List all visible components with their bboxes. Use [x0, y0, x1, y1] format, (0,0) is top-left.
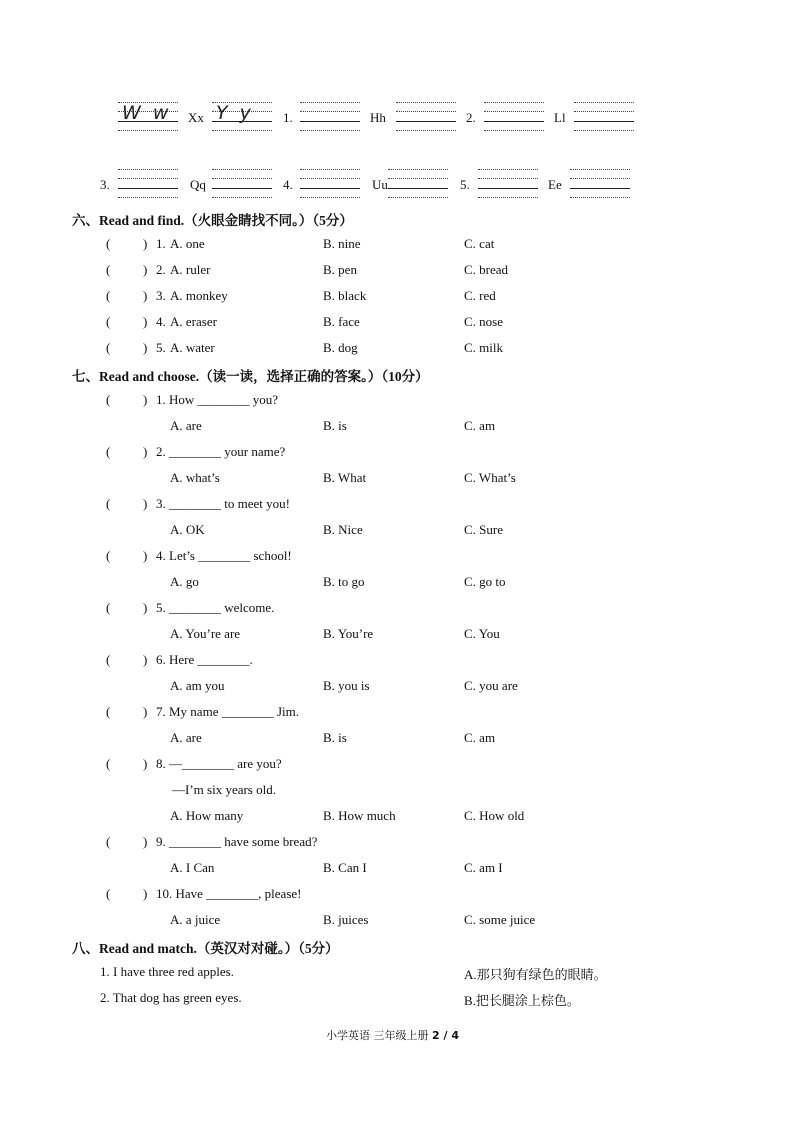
- question-number: 2.: [156, 262, 166, 277]
- question-number: 5.: [156, 340, 166, 355]
- item-number: 4.: [283, 177, 293, 192]
- match-left-item: 2. That dog has green eyes.: [100, 990, 242, 1005]
- grid-line: [478, 169, 538, 170]
- answer-paren-right[interactable]: ): [143, 236, 148, 251]
- answer-paren-left[interactable]: (: [106, 600, 111, 615]
- question-reply: —I’m six years old.: [172, 782, 276, 797]
- question-text: 10. Have ________, please!: [156, 886, 302, 901]
- match-right-item: A.那只狗有绿色的眼睛。: [464, 967, 607, 982]
- option-a: A. ruler: [170, 262, 211, 277]
- grid-line: [300, 169, 360, 170]
- grid-line: [484, 130, 544, 131]
- answer-paren-left[interactable]: (: [106, 444, 111, 459]
- answer-paren-left[interactable]: (: [106, 548, 111, 563]
- letter-label: Uu: [372, 177, 388, 192]
- answer-paren-right[interactable]: ): [143, 340, 148, 355]
- grid-line: [570, 169, 630, 170]
- writing-grid[interactable]: [212, 102, 272, 132]
- grid-line: [118, 178, 178, 179]
- answer-paren-right[interactable]: ): [143, 548, 148, 563]
- grid-line: [484, 121, 544, 122]
- option-c: C. cat: [464, 236, 495, 251]
- option-c: C. am: [464, 730, 496, 745]
- grid-line: [478, 178, 538, 179]
- option-c: C. bread: [464, 262, 509, 277]
- grid-line: [212, 130, 272, 131]
- option-a: A. OK: [170, 522, 205, 537]
- grid-line: [300, 102, 360, 103]
- grid-line: [478, 188, 538, 189]
- grid-line: [484, 102, 544, 103]
- grid-line: [118, 188, 178, 189]
- grid-line: [300, 197, 360, 198]
- writing-grid[interactable]: [570, 169, 630, 199]
- option-a: A. go: [170, 574, 199, 589]
- grid-line: [574, 121, 634, 122]
- option-b: B. You’re: [323, 626, 374, 641]
- grid-line: [300, 111, 360, 112]
- option-a: A. a juice: [170, 912, 221, 927]
- question-number: 4.: [156, 314, 166, 329]
- item-number: 5.: [460, 177, 470, 192]
- question-text: 2. ________ your name?: [156, 444, 286, 459]
- option-a: A. I Can: [170, 860, 215, 875]
- grid-line: [300, 130, 360, 131]
- question-text: 7. My name ________ Jim.: [156, 704, 299, 719]
- grid-line: [570, 178, 630, 179]
- grid-line: [570, 188, 630, 189]
- writing-grid[interactable]: [396, 102, 456, 132]
- answer-paren-right[interactable]: ): [143, 314, 148, 329]
- option-b: B. is: [323, 418, 347, 433]
- answer-paren-left[interactable]: (: [106, 834, 111, 849]
- option-a: A. am you: [170, 678, 225, 693]
- section-6-title: 六、Read and find.（火眼金睛找不同。）（5分）: [72, 213, 353, 228]
- grid-line: [212, 178, 272, 179]
- writing-grid[interactable]: [212, 169, 272, 199]
- letter-label: Xx: [188, 110, 204, 125]
- grid-line: [212, 197, 272, 198]
- answer-paren-right[interactable]: ): [143, 756, 148, 771]
- option-b: B. you is: [323, 678, 370, 693]
- option-c: C. nose: [464, 314, 503, 329]
- answer-paren-left[interactable]: (: [106, 652, 111, 667]
- answer-paren-left[interactable]: (: [106, 392, 111, 407]
- grid-line: [300, 188, 360, 189]
- option-c: C. go to: [464, 574, 506, 589]
- writing-grid[interactable]: [388, 169, 448, 199]
- page-number: 2 / 4: [432, 1029, 459, 1042]
- answer-paren-right[interactable]: ): [143, 834, 148, 849]
- answer-paren-right[interactable]: ): [143, 444, 148, 459]
- option-c: C. milk: [464, 340, 504, 355]
- question-text: 5. ________ welcome.: [156, 600, 275, 615]
- option-c: C. You: [464, 626, 500, 641]
- option-a: A. water: [170, 340, 215, 355]
- grid-line: [388, 197, 448, 198]
- answer-paren-right[interactable]: ): [143, 652, 148, 667]
- grid-line: [478, 197, 538, 198]
- writing-grid[interactable]: [118, 169, 178, 199]
- grid-line: [574, 130, 634, 131]
- grid-line: [484, 111, 544, 112]
- grid-line: [388, 169, 448, 170]
- question-text: 8. —________ are you?: [156, 756, 282, 771]
- match-right-item: B.把长腿涂上棕色。: [464, 993, 580, 1008]
- grid-line: [574, 111, 634, 112]
- answer-paren-right[interactable]: ): [143, 704, 148, 719]
- grid-line: [396, 102, 456, 103]
- writing-grid[interactable]: [300, 102, 360, 132]
- answer-paren-left[interactable]: (: [106, 756, 111, 771]
- answer-paren-left[interactable]: (: [106, 288, 111, 303]
- option-b: B. How much: [323, 808, 396, 823]
- handwritten-letter: W w: [122, 102, 172, 124]
- answer-paren-right[interactable]: ): [143, 392, 148, 407]
- grid-line: [212, 169, 272, 170]
- option-c: C. What’s: [464, 470, 516, 485]
- answer-paren-left[interactable]: (: [106, 262, 111, 277]
- option-b: B. Nice: [323, 522, 363, 537]
- grid-line: [396, 130, 456, 131]
- question-text: 1. How ________ you?: [156, 392, 279, 407]
- grid-line: [396, 111, 456, 112]
- answer-paren-left[interactable]: (: [106, 236, 111, 251]
- option-a: A. are: [170, 418, 202, 433]
- grid-line: [118, 130, 178, 131]
- option-c: C. How old: [464, 808, 525, 823]
- option-a: A. what’s: [170, 470, 220, 485]
- answer-paren-left[interactable]: (: [106, 704, 111, 719]
- footer-text: 小学英语 三年级上册: [326, 1029, 429, 1042]
- grid-line: [388, 188, 448, 189]
- option-a: A. are: [170, 730, 202, 745]
- option-a: A. eraser: [170, 314, 217, 329]
- item-number: 1.: [283, 110, 293, 125]
- option-c: C. red: [464, 288, 496, 303]
- grid-line: [300, 121, 360, 122]
- option-b: B. nine: [323, 236, 361, 251]
- option-a: A. You’re are: [170, 626, 241, 641]
- question-number: 1.: [156, 236, 166, 251]
- option-c: C. am I: [464, 860, 503, 875]
- answer-paren-right[interactable]: ): [143, 288, 148, 303]
- answer-paren-left[interactable]: (: [106, 496, 111, 511]
- writing-grid[interactable]: [118, 102, 178, 132]
- item-number: 2.: [466, 110, 476, 125]
- answer-paren-left[interactable]: (: [106, 340, 111, 355]
- option-a: A. How many: [170, 808, 244, 823]
- question-text: 6. Here ________.: [156, 652, 253, 667]
- answer-paren-right[interactable]: ): [143, 262, 148, 277]
- grid-line: [388, 178, 448, 179]
- option-b: B. pen: [323, 262, 357, 277]
- option-b: B. face: [323, 314, 360, 329]
- grid-line: [300, 178, 360, 179]
- question-text: 9. ________ have some bread?: [156, 834, 318, 849]
- writing-grid[interactable]: [484, 102, 544, 132]
- question-text: 4. Let’s ________ school!: [156, 548, 292, 563]
- grid-line: [118, 197, 178, 198]
- letter-label: Qq: [190, 177, 206, 192]
- answer-paren-left[interactable]: (: [106, 886, 111, 901]
- option-b: B. is: [323, 730, 347, 745]
- option-c: C. Sure: [464, 522, 503, 537]
- option-c: C. am: [464, 418, 496, 433]
- letter-label: Hh: [370, 110, 386, 125]
- writing-grid[interactable]: [478, 169, 538, 199]
- question-number: 3.: [156, 288, 166, 303]
- answer-paren-left[interactable]: (: [106, 314, 111, 329]
- section-8-title: 八、Read and match.（英汉对对碰。）（5分）: [72, 941, 339, 956]
- option-c: C. some juice: [464, 912, 536, 927]
- answer-paren-right[interactable]: ): [143, 886, 148, 901]
- writing-grid[interactable]: [300, 169, 360, 199]
- match-left-item: 1. I have three red apples.: [100, 964, 234, 979]
- option-b: B. juices: [323, 912, 369, 927]
- answer-paren-right[interactable]: ): [143, 496, 148, 511]
- option-b: B. black: [323, 288, 367, 303]
- grid-line: [212, 188, 272, 189]
- section-7-title: 七、Read and choose.（读一读，选择正确的答案。）（10分）: [72, 369, 429, 384]
- handwritten-letter: Y y: [216, 102, 254, 124]
- option-b: B. to go: [323, 574, 365, 589]
- grid-line: [396, 121, 456, 122]
- answer-paren-right[interactable]: ): [143, 600, 148, 615]
- option-b: B. Can I: [323, 860, 367, 875]
- grid-line: [570, 197, 630, 198]
- option-a: A. one: [170, 236, 205, 251]
- question-text: 3. ________ to meet you!: [156, 496, 290, 511]
- letter-label: Ll: [554, 110, 566, 125]
- item-number: 3.: [100, 177, 110, 192]
- page-footer: [326, 1027, 459, 1043]
- option-b: B. dog: [323, 340, 358, 355]
- grid-line: [118, 169, 178, 170]
- option-c: C. you are: [464, 678, 518, 693]
- writing-grid[interactable]: [574, 102, 634, 132]
- letter-label: Ee: [548, 177, 562, 192]
- option-b: B. What: [323, 470, 367, 485]
- grid-line: [574, 102, 634, 103]
- option-a: A. monkey: [170, 288, 228, 303]
